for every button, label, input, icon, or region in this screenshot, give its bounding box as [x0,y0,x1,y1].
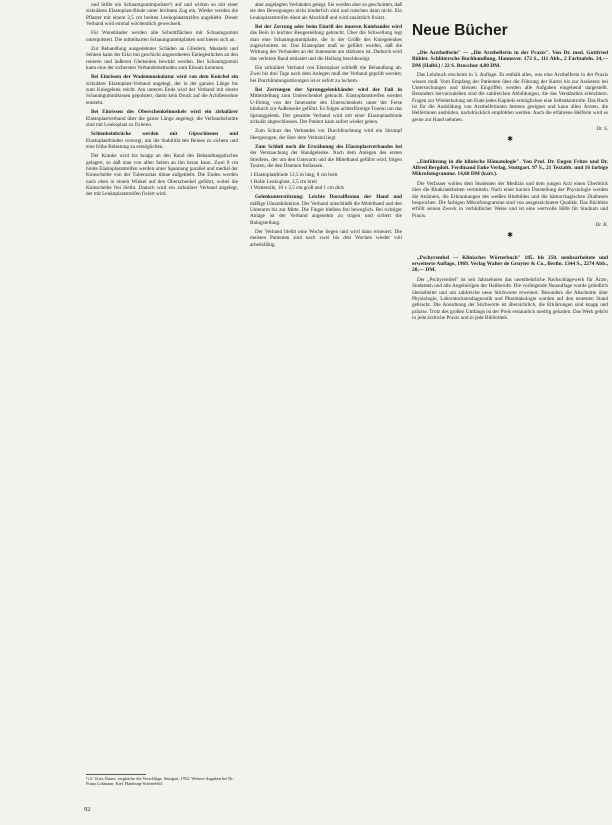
review-citation: „Einführung in die klinische Hämatologie". Von Prof. Dr. Eugen Fritze und Dr. Alfred Bergdolt. Ferdinand Enke Verlag, Stuttgart. 97 S., 21 Textabb. und 16 farbige Mikrofotogramme. 14,60 DM (kart.). [412,158,608,178]
text-column-middle [250,2,402,822]
review-text: Die Verfasser wollen dem Studenten der Medizin und dem jungen Arzt einen Überblick über die Blutkrankheiten vermitteln. Nach einer kurzen Darstellung der Physiologie werden die Anämien, die Erkrankungen des weißen Blutbildes und die hämorrhagischen Diathesen besprochen. Die farbigen Mikrofotogramme sind von ausgezeichneter Qualität. Das Büchlein erfüllt seinen Zweck in vorbildlicher Weise und ist eine wertvolle Hilfe für Studium und Praxis. [412,180,608,219]
book-reviews-column [412,2,608,822]
text-column-left [86,2,238,800]
paragraph: Der Verband bleibt eine Woche liegen und wird dann erneuert. Die meisten Patienten sind nach zwei bis drei Wochen wieder voll arbeitsfähig. [250,229,402,248]
footnote: ¹) S. Utter, Bauer, vergleiche die Vorschläge, Stuttgart, 1952. Weitere Angaben bei Dr. Franz Lohmann, Kiel, Hamburg-Schenefeld. [86,776,234,787]
paragraph: aber angelegten Verbänden gelegt. Sie werden aber so geschnitten, daß sie den Bewegungen nicht hinderlich sind und rutschen dann nicht. Ein Leukoplaststreifen dient als Abschluß und wird zusätzlich fixiert. [250,2,402,21]
paragraph: Schienbeinbrüche werden mit Gipsschienen und Elastoplastbinden versorgt, um die Stabilität des Beines zu sichern und eine frühe Belastung zu ermöglichen. [86,131,238,150]
review-signature: Dr. S. [596,125,608,132]
review-citation: „Pschyrembel — Klinisches Wörterbuch" 185. bis 250. neubearbeitete und erweiterte Auflage, 1969. Verlag Walter de Gruyter & Co., Berlin. 1344 S., 2274 Abb., 28,— DM. [412,254,608,274]
paragraph: Gelenkunterstützung: Leichte Dorsalflexion der Hand und mäßige Ulnarabduktion. Der Verband umschließt die Mittelhand und den Unterarm bis zur Mitte. Die Finger bleiben frei beweglich. Bei richtiger Anlage ist der Verband angenehm zu tragen und sichert die Ruhigstellung. [250,194,402,226]
separator-asterisk: ✱ [507,135,513,144]
paragraph: Ein zirkulärer Verband von Elastoplast schließt die Behandlung ab. Zwei bis drei Tage nach dem Anlegen muß der Verband geprüft werden; bei Durchblutungsstörungen ist er sofort zu lockern. [250,65,402,84]
review-text: Der „Pschyrembel" ist seit Jahrzehnten das unentbehrliche Nachschlagewerk für Ärzte, Studenten und alle Angehörigen der Heilberufe. Die vorliegende Neuauflage wurde gründlich überarbeitet und um zahlreiche neue Stichworte erweitert. Besonders die Abschnitte über Physiologie, Laboratoriumsdiagnostik und Pharmakologie wurden auf den neuesten Stand gebracht. Die Anordnung der Stichworte ist übersichtlich, die Erklärungen sind knapp und präzise. Trotz des großen Umfangs ist der Preis erstaunlich niedrig gehalten. Das Werk gehört in jede ärztliche Praxis und in jede Bibliothek. [412,276,608,321]
review-text: Das Lehrbuch erscheint in 3. Auflage. Es enthält alles, was eine Arzthelferin in der Praxis wissen muß. Vom Empfang der Patienten über die Führung der Kartei bis zur Assistenz bei Untersuchungen und kleinen Eingriffen werden alle Aufgaben eingehend dargestellt. Besonders hervorzuheben sind die zahlreichen Abbildungen, die das Verständnis erleichtern. Fragen zur Wiederholung am Ende jedes Kapitels ermöglichen eine Selbstkontrolle. Das Buch ist für die Ausbildung von Arzthelferinnen bestens geeignet und kann allen Ärzten, die Helferinnen ausbilden, nachdrücklich empfohlen werden. Auch die erfahrene Helferin wird es gerne zur Hand nehmen. [412,72,608,123]
paragraph: Zum Schluß noch die Erwähnung des Elastoplastverbandes bei der Verstauchung der Handgelenke. Nach dem Anlegen des ersten Streifens, der um den Unterarm und die Mittelhand geführt wird, folgen Touren, die den Daumen freilassen. [250,143,402,169]
paragraph: Bei Einrissen der Wadenmuskulatur wird von dem Knöchel ein zirkulärer Elastoplast-Verband angelegt, der in der ganzen Länge bis zum Kniegelenk reicht. Am unteren Ende wird der Verband mit einem Schaumgummikissen gepolstert, damit kein Druck auf die Achillessehne entsteht. [86,74,238,106]
paragraph: Zum Schutz des Verbandes vor Durchfeuchtung wird ein Strumpf übergezogen, der über dem Verband liegt. [250,128,402,141]
paragraph: Zur Behandlung ausgedehnter Schäden an Gliedern, Muskeln und Sehnen kann der Eiko mit geschickt angeordneten Einlegestücken an den inneren und äußeren Gleitseiten bewirkt werden. Bei Schaumgummi kann eine der sichersten Verbandsmethoden zum Einsatz kommen. [86,46,238,72]
paragraph: Der Kranke wird bis knapp an den Rand des Behandlungstisches gelagert, so daß man von allen Seiten an ihn heran kann. Zwei 8 cm breite Elastoplaststreifen werden unter Spannung parallel und medial der Kniescheibe von der Tuberositas tibiae aufgeklebt. Die Enden werden nach oben in einem Winkel auf den Oberschenkel geführt, wobei die Kniescheibe frei bleibt. Danach wird ein zirkulärer Verband angelegt, der mit Leukoplaststreifen fixiert wird. [86,153,238,198]
book-review [412,159,608,229]
section-title: Neue Bücher [412,22,508,39]
separator-asterisk: ✱ [507,231,513,240]
paragraph: Bei Einrissen des Oberschenkelmuskels wird ein zirkulärer Elastoplastverband über die ganze Länge angelegt; die Verbandschnitte sind mit Leukoplast zu fixieren. [86,109,238,128]
review-signature: Dr. K. [595,221,608,228]
book-review [412,255,608,322]
review-citation: „Die Arzthelferin" — „Die Arzthelferin in der Praxis". Von Dr. med. Gottfried Bühler. Schlütersche Buchhandlung, Hannover. 172 S., 111 Abb., 2 Farbtafeln. 24,— DM (Halbl.) / 22 S. Broschur 4,80 DM. [412,50,608,69]
materials-list: 1 Elastoplastbinde 12,5 m lang, 8 cm breit 1 Rolle Leukoplast, 2,5 cm breit 1 Watterolle, 10 x 3,5 cm groß und 1 cm dick [250,172,344,191]
paragraph: Bei Zerrungen der Sprunggelenkbänder wird der Fuß in Mittelstellung zum Unterschenkel gebracht. Elastoplaststreifen werden U-förmig von der Innenseite des Unterschenkels unter der Ferse hindurch zur Außenseite geführt. Es folgen achterförmige Touren um das Sprunggelenk. Der gesamte Verband wird mit einer Elastoplastbinde zirkulär abgeschlossen. Der Patient kann sofort wieder gehen. [250,87,402,125]
book-review [412,50,608,132]
page-number: 92 [84,806,91,813]
footnote-divider [86,774,146,775]
paragraph: und Stifte ein Schaumgummipolster¹) auf und wirken so mit einer zirkulären Elastoplast-Binde unter leichtem Zug ein. Wieder werden die Pflaster mit einem 2,5 cm breiten Leukoplaststreifen angeklebt. Dieser Verband wird einmal wöchentlich gewechselt. [86,2,238,28]
paragraph: Für Wundränder werden alle Schnittflächen mit Schaumgummi unterpolstert. Die mittelharten Schaumgummiplatten und bieten sich an. [86,30,238,43]
paragraph: Bei der Zerrung oder beim Einriß des inneren Kniebandes wird das Bein in leichter Beugestellung gebracht. Über die Schwellung legt man eine Schaumgummiplatte, die in der Größe des Kniegelenkes zugeschnitten ist. Das Elastoplast muß so geführt werden, daß die Wirkung des Verbandes an der Innenseite am stärksten ist. Dadurch wird das verletzte Band entlastet und die Heilung beschleunigt. [250,24,402,62]
